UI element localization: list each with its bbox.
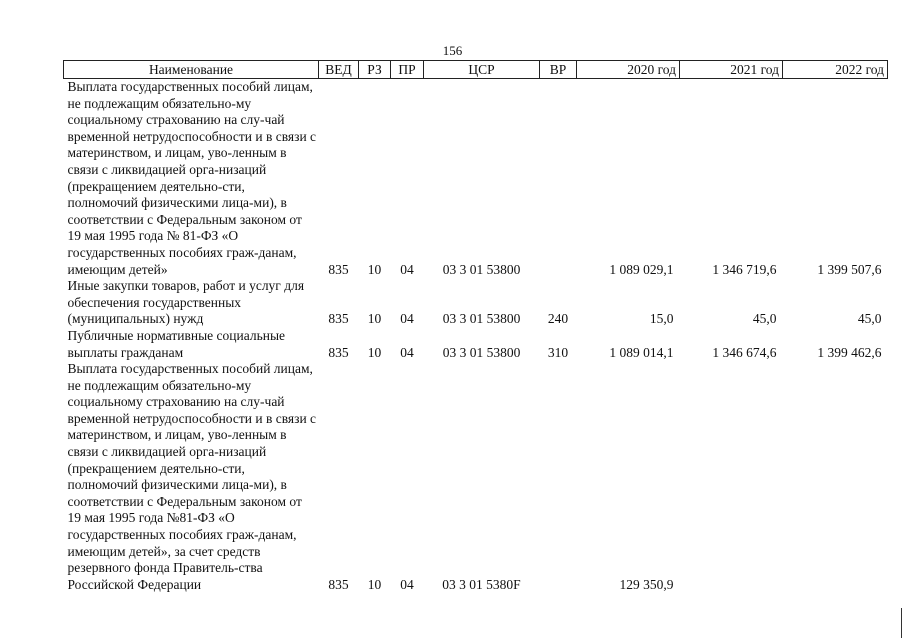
row-2021: 1 346 674,6 <box>712 344 777 360</box>
table-header-row <box>64 61 888 79</box>
row-2022: 1 399 507,6 <box>817 261 882 277</box>
row-pr: 04 <box>400 576 414 592</box>
row-ved: 835 <box>328 344 349 360</box>
row-name: Иные закупки товаров, работ и услуг для обеспечения государственных (муниципальных) нужд <box>67 278 305 327</box>
col-header-2021: 2021 год <box>680 61 783 79</box>
col-header-rz: РЗ <box>359 61 391 79</box>
row-ved: 835 <box>328 261 349 277</box>
row-name: Публичные нормативные социальные выплаты гражданам <box>67 327 286 360</box>
row-ved: 835 <box>328 311 349 327</box>
row-rz: 10 <box>367 311 382 327</box>
row-2020: 1 089 014,1 <box>609 344 674 360</box>
table-row <box>64 278 888 328</box>
row-vr <box>540 361 577 593</box>
row-name: Выплата государственных пособий лицам, не подлежащим обязательно-му социальному страхованию на слу-чай временной нетрудоспособности и в связи с материнством, и лицам, уво-ленным в связи с ликвидацией орга-низаций (прекращением деятельно-сти, полномочий физическими лица-ми), в соответствии с Федеральным законом от 19 мая 1995 года №81-ФЗ «О государственных пособиях граж-данам, имеющим детей», за счет средств резервного фонда Правитель-ства Российской Федерации <box>67 361 317 592</box>
row-vr <box>540 79 577 279</box>
col-header-2020: 2020 год <box>577 61 680 79</box>
row-ved: 835 <box>328 576 349 592</box>
row-csr: 03 3 01 5380F <box>442 576 521 592</box>
row-pr: 04 <box>400 261 414 277</box>
col-header-name: Наименование <box>64 61 319 79</box>
row-rz: 10 <box>367 576 382 592</box>
table-row <box>64 328 888 361</box>
col-header-2022: 2022 год <box>783 61 888 79</box>
row-vr: 310 <box>547 344 569 360</box>
col-header-pr: ПР <box>391 61 424 79</box>
col-header-csr: ЦСР <box>424 61 540 79</box>
row-pr: 04 <box>400 344 414 360</box>
row-2020: 1 089 029,1 <box>609 261 674 277</box>
row-pr: 04 <box>400 311 414 327</box>
table-row <box>64 79 888 279</box>
col-header-vr: ВР <box>540 61 577 79</box>
table-row <box>64 361 888 593</box>
col-header-ved: ВЕД <box>319 61 359 79</box>
row-2020: 129 350,9 <box>619 576 674 592</box>
row-rz: 10 <box>367 261 382 277</box>
row-2022 <box>783 361 888 593</box>
row-rz: 10 <box>367 344 382 360</box>
row-2021: 1 346 719,6 <box>712 261 777 277</box>
row-csr: 03 3 01 53800 <box>442 344 521 360</box>
row-name: Выплата государственных пособий лицам, не подлежащим обязательно-му социальному страхованию на слу-чай временной нетрудоспособности и в связи с материнством, и лицам, уво-ленным в связи с ликвидацией орга-низаций (прекращением деятельно-сти, полномочий физическими лица-ми), в соответствии с Федеральным законом от 19 мая 1995 года № 81-ФЗ «О государственных пособиях граж-данам, имеющим детей» <box>67 79 317 277</box>
row-2021: 45,0 <box>752 311 777 327</box>
row-csr: 03 3 01 53800 <box>442 261 521 277</box>
row-2021 <box>680 361 783 593</box>
page-number: 156 <box>442 43 463 58</box>
scan-edge-mark <box>901 608 902 638</box>
row-vr: 240 <box>547 311 569 327</box>
row-2022: 1 399 462,6 <box>817 344 882 360</box>
row-2020: 15,0 <box>649 311 674 327</box>
row-2022: 45,0 <box>857 311 882 327</box>
budget-table <box>63 60 888 593</box>
row-csr: 03 3 01 53800 <box>442 311 521 327</box>
